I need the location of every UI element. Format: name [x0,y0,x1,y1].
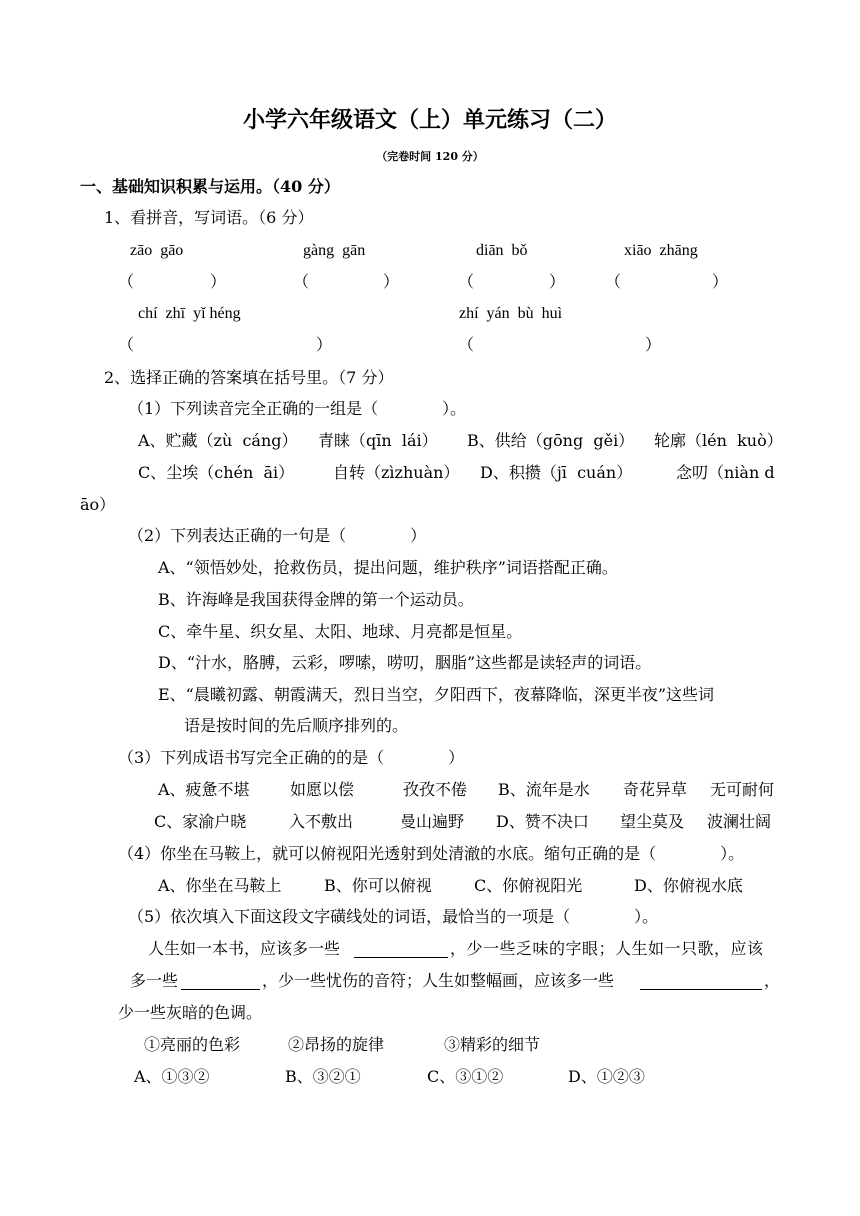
idiom-item: 无可耐何 [710,780,775,799]
option-c: C、③①② [427,1067,504,1086]
option-text: B、供给（gōng gěi） [467,431,635,450]
fill-in-line [640,971,762,990]
answer-blank [458,272,565,292]
pinyin-item: zhí yán bù huì [459,305,563,322]
option-b: B、许海峰是我国获得金牌的第一个运动员。 [158,590,474,609]
option-d: D、“汁水，胳膊，云彩，啰嗦，唠叨，胭脂”这些都是读轻声的词语。 [158,653,652,672]
idiom-item: 孜孜不倦 [403,780,468,799]
pinyin-item: chí zhī yǐ héng [138,305,241,322]
pinyin-item: gàng gān [303,242,366,259]
open-bracket: （ [118,335,135,354]
idiom-item: 望尘莫及 [620,812,685,831]
option-text: 轮廓（lén kuò） [654,431,783,450]
option-b: B、你可以俯视 [324,876,432,895]
idiom-item: C、家渝户晓 [154,812,247,831]
answer-blank [458,335,661,355]
close-bracket: ） [711,272,728,291]
answer-blank [605,272,728,292]
open-bracket: （ [118,272,135,291]
idiom-item: 入不敷出 [289,812,354,831]
open-bracket: （ [458,272,475,291]
fill-in-line [181,971,260,990]
page-title: 小学六年级语文（上）单元练习（二） [242,107,617,133]
passage-text: ， [764,971,781,990]
option-text: D、积攒（jī cuán） [480,463,633,482]
question-1-prompt: 1、看拼音，写词语。（6 分） [104,208,314,227]
sub-question-5-stem: （5）依次填入下面这段文字磺线处的词语，最恰当的一项是（ ）。 [128,907,659,926]
sub-question-4-stem: （4）你坐在马鞍上，就可以俯视阳光透射到处清澈的水底。缩句正确的是（ ）。 [118,844,745,863]
answer-blank [118,272,226,292]
close-bracket: ） [209,272,226,291]
option-a: A、你坐在马鞍上 [158,876,282,895]
idiom-item: D、赞不决口 [496,812,589,831]
option-e-continued: 语是按时间的先后顺序排列的。 [184,716,409,735]
option-a: A、①③② [134,1067,210,1086]
option-text: 念叨（niàn d [676,463,775,482]
sub-question-1-stem: （1）下列读音完全正确的一组是（ ）。 [128,399,467,418]
phrase-choice: ②昂扬的旋律 [288,1035,385,1054]
option-c: C、牵牛星、织女星、太阳、地球、月亮都是恒星。 [158,622,523,641]
fill-in-line [354,939,448,958]
idiom-item: 曼山遍野 [400,812,465,831]
section-heading: 一、基础知识积累与运用。（40 分） [80,177,340,196]
sub-question-3-stem: （3）下列成语书写完全正确的的是（ ） [118,748,465,767]
idiom-item: 奇花异草 [623,780,688,799]
option-b: B、③②① [285,1067,361,1086]
phrase-choice: ①亮丽的色彩 [144,1035,241,1054]
time-limit-note: （完卷时间 120 分） [376,150,484,163]
option-text: C、尘埃（chén āi） [138,463,295,482]
open-bracket: （ [605,272,622,291]
close-bracket: ） [644,335,661,354]
passage-text: 人生如一本书，应该多一些 [148,939,341,958]
sub-question-2-stem: （2）下列表达正确的一句是（ ） [128,526,427,545]
option-c: C、你俯视阳光 [474,876,583,895]
question-2-prompt: 2、选择正确的答案填在括号里。（7 分） [104,368,394,387]
option-text-continued: āo） [80,495,116,514]
passage-text: ，少一些乏味的字眼；人生如一只歌，应该 [450,939,764,958]
close-bracket: ） [548,272,565,291]
option-d: D、你俯视水底 [634,876,743,895]
idiom-item: A、疲惫不堪 [158,780,250,799]
open-bracket: （ [293,272,310,291]
idiom-item: 波澜壮阔 [707,812,772,831]
option-e: E、“晨曦初露、朝霞满天，烈日当空，夕阳西下，夜幕降临，深更半夜”这些词 [158,685,715,704]
passage-text: 少一些灰暗的色调。 [118,1003,263,1022]
close-bracket: ） [382,272,399,291]
passage-text: ，少一些忧伤的音符；人生如整幅画，应该多一些 [262,971,615,990]
option-d: D、①②③ [568,1067,645,1086]
idiom-item: 如愿以偿 [290,780,355,799]
pinyin-item: xiāo zhāng [624,242,698,259]
answer-blank [118,335,332,355]
passage-text: 多一些 [130,971,179,990]
pinyin-item: diān bǒ [476,242,528,259]
open-bracket: （ [458,335,475,354]
pinyin-item: zāo gāo [130,242,184,259]
option-a: A、“领悟妙处，抢救伤员，提出问题，维护秩序”词语搭配正确。 [158,558,618,577]
phrase-choice: ③精彩的细节 [444,1035,541,1054]
idiom-item: B、流年是水 [498,780,590,799]
option-text: 青睐（qīn lái） [318,431,438,450]
close-bracket: ） [315,335,332,354]
option-text: 自转（zìzhuàn） [333,463,460,482]
answer-blank [293,272,399,292]
option-text: A、贮藏（zù cáng） [138,431,298,450]
